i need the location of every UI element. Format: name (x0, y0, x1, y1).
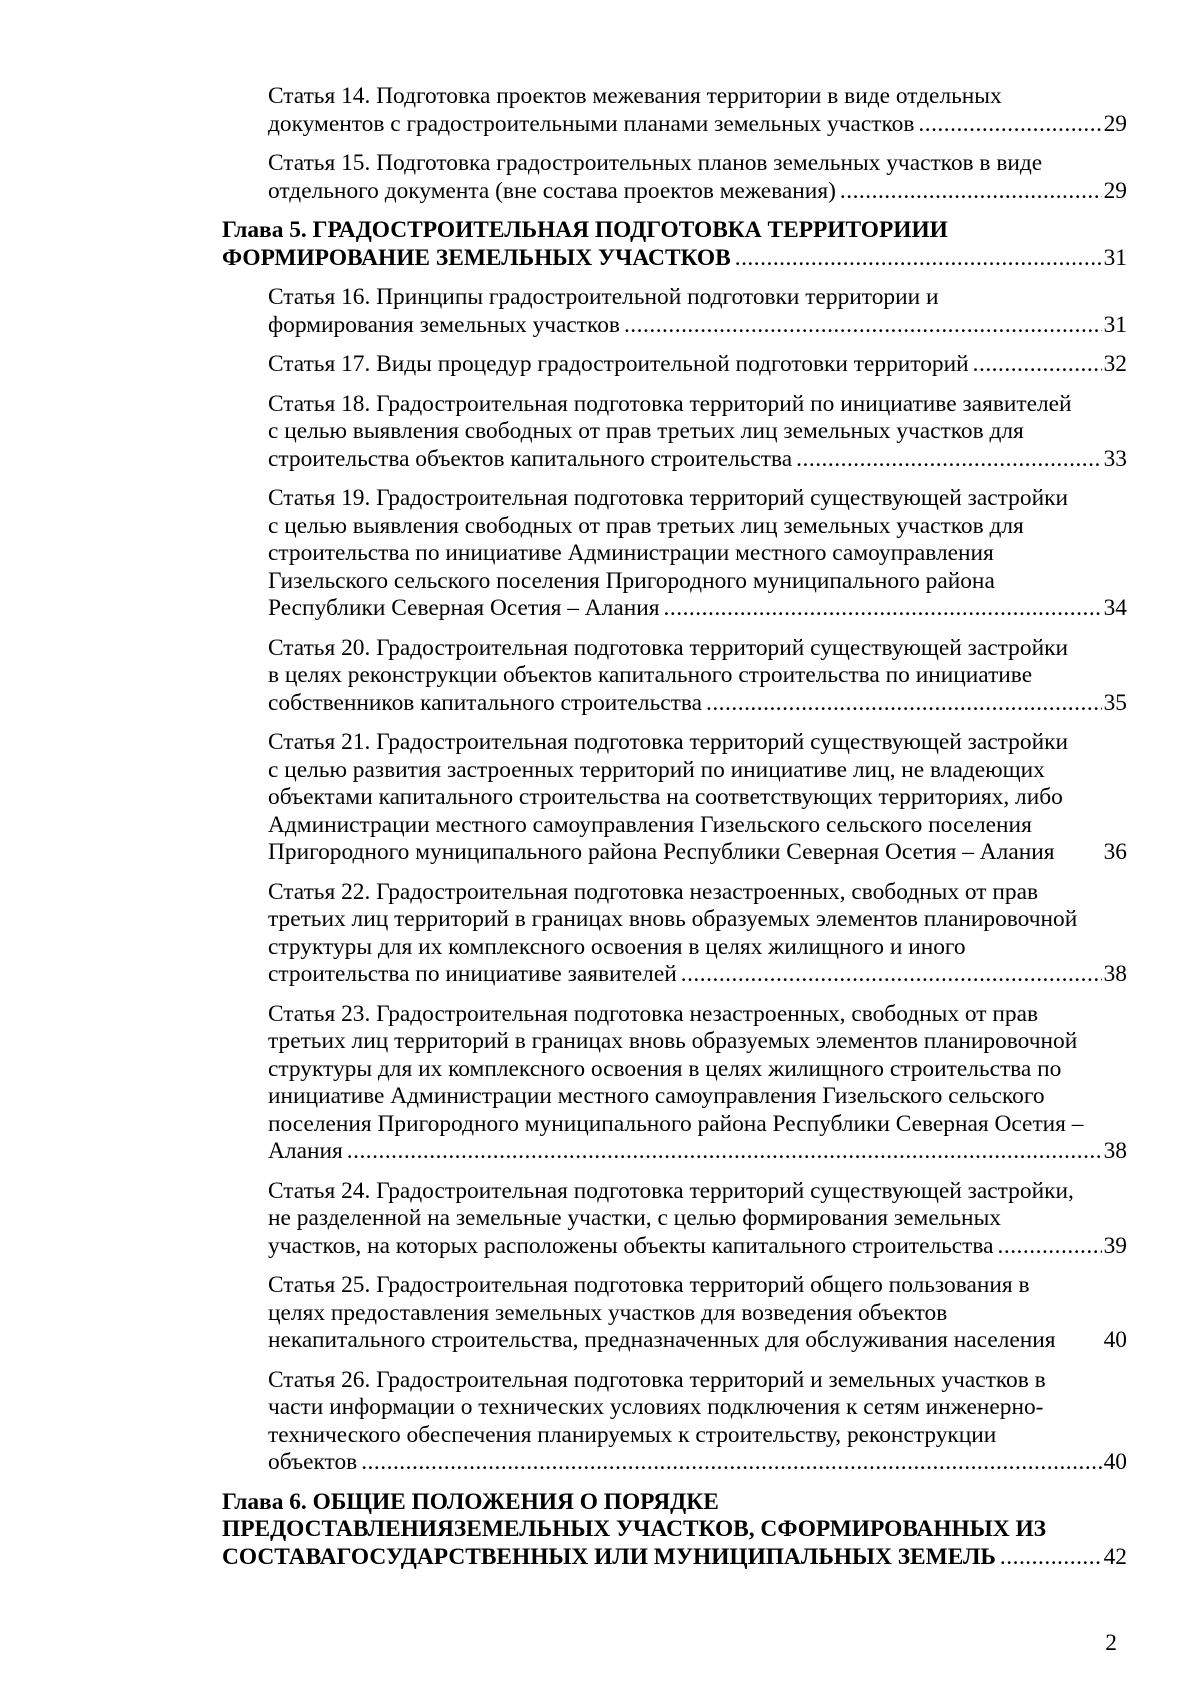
toc-article-entry[interactable] (268, 879, 1127, 989)
toc-entry-last-text: собственников капитального строительства (268, 689, 702, 716)
toc-page-ref[interactable]: 29 (1103, 110, 1127, 137)
toc-entry-line: Глава 5. ГРАДОСТРОИТЕЛЬНАЯ ПОДГОТОВКА ТЕРРИТОРИИИ (222, 217, 948, 243)
toc-entry-line: Статья 15. Подготовка градостроительных планов земельных участков в виде (268, 150, 1043, 176)
toc-entry-line: объектами капитального строительства на соответствующих территориях, либо (268, 784, 1063, 810)
toc-page-ref[interactable]: 33 (1103, 445, 1127, 472)
dot-leader (1000, 1544, 1102, 1572)
toc-entry-line: Администрации местного самоуправления Гизельского сельского поселения (268, 811, 1032, 838)
toc-page-ref[interactable]: 36 (1103, 839, 1127, 865)
toc-entry-line: Статья 26. Градостроительная подготовка территорий и земельных участков в (268, 1366, 1046, 1393)
dot-leader (361, 1449, 1101, 1477)
toc-article-entry[interactable] (268, 1367, 1127, 1477)
toc-entry-line: Статья 23. Градостроительная подготовка незастроенных, свободных от прав (268, 1000, 1038, 1027)
toc-entry-last-text: Пригородного муниципального района Республики Северная Осетия – Алания (268, 839, 1055, 865)
dot-leader (918, 111, 1101, 139)
toc-entry-line: с целью выявления свободных от прав третьих лиц земельных участков для (268, 512, 1024, 539)
toc-entry-last-text: отдельного документа (вне состава проектов межевания) (268, 177, 836, 204)
toc-entry-line: с целью выявления свободных от прав третьих лиц земельных участков для (268, 418, 1024, 444)
toc-entry-line: Статья 14. Подготовка проектов межевания территории в виде отдельных (268, 83, 1002, 109)
toc-entry-line: Статья 25. Градостроительная подготовка территорий общего пользования в (268, 1272, 1030, 1298)
toc-entry-line: поселения Пригородного муниципального района Республики Северная Осетия – (268, 1110, 1084, 1137)
toc-page-ref[interactable]: 29 (1103, 177, 1127, 204)
toc-entry-last-text: строительства по инициативе заявителей (268, 961, 677, 987)
toc-entry-last-text: СОСТАВАГОСУДАРСТВЕННЫХ ИЛИ МУНИЦИПАЛЬНЫХ ЗЕМЕЛЬ (222, 1543, 996, 1570)
toc-page-ref[interactable]: 42 (1103, 1543, 1127, 1570)
dot-leader (973, 351, 1102, 379)
toc-entry-last-line (268, 595, 1127, 623)
toc-page-ref[interactable]: 38 (1103, 961, 1127, 987)
toc-entry-last-line (268, 961, 1127, 989)
toc-entry-last-line (268, 351, 1127, 379)
toc-entry-last-text: Статья 17. Виды процедур градостроительной подготовки территорий (268, 351, 969, 377)
toc-entry-last-text: Республики Северная Осетия – Алания (268, 595, 660, 621)
toc-entry-last-line (268, 111, 1127, 139)
toc-entry-last-line (268, 1233, 1127, 1261)
toc-page-ref[interactable]: 39 (1103, 1232, 1127, 1259)
dot-leader (796, 446, 1101, 474)
toc-entry-last-line (268, 690, 1127, 718)
toc-entry-last-text: участков, на которых расположены объекты капитального строительства (268, 1232, 994, 1259)
toc-page-ref[interactable]: 31 (1103, 311, 1127, 338)
toc-entry-line: не разделенной на земельные участки, с целью формирования земельных (268, 1205, 1001, 1231)
toc-page-ref[interactable]: 38 (1103, 1138, 1127, 1164)
page-number: 2 (1105, 1630, 1117, 1656)
toc-entry-line: ПРЕДОСТАВЛЕНИЯЗЕМЕЛЬНЫХ УЧАСТКОВ, СФОРМИРОВАННЫХ ИЗ (222, 1516, 1047, 1542)
toc-entry-line: Гизельского сельского поселения Пригородного муниципального района (268, 567, 995, 594)
toc-article-entry[interactable] (268, 485, 1127, 623)
toc-chapter-entry[interactable] (222, 1489, 1127, 1572)
table-of-contents (222, 83, 1127, 1583)
toc-entry-line: Статья 18. Градостроительная подготовка территорий по инициативе заявителей (268, 390, 1072, 417)
toc-entry-line: целях предоставления земельных участков для возведения объектов (268, 1299, 948, 1326)
dot-leader (624, 312, 1102, 340)
dot-leader (735, 245, 1102, 273)
toc-article-entry[interactable] (268, 150, 1127, 205)
toc-page-ref[interactable]: 31 (1103, 244, 1127, 271)
toc-entry-line: структуры для их комплексного освоения в целях жилищного и иного (268, 933, 966, 960)
toc-entry-last-line (268, 312, 1127, 340)
toc-entry-last-line (268, 1138, 1127, 1166)
toc-article-entry[interactable] (268, 1001, 1127, 1166)
toc-article-entry[interactable] (268, 729, 1127, 867)
toc-entry-line: инициативе Администрации местного самоуправления Гизельского сельского (268, 1083, 1045, 1109)
toc-article-entry[interactable] (268, 351, 1127, 379)
toc-entry-line: третьих лиц территорий в границах вновь образуемых элементов планировочной (268, 1028, 1078, 1054)
toc-entry-last-text: ФОРМИРОВАНИЕ ЗЕМЕЛЬНЫХ УЧАСТКОВ (222, 244, 731, 271)
dot-leader (840, 178, 1102, 206)
dot-leader (347, 1138, 1102, 1166)
toc-entry-line: третьих лиц территорий в границах вновь образуемых элементов планировочной (268, 906, 1078, 932)
toc-entry-last-line (268, 1327, 1127, 1355)
toc-entry-line: Статья 21. Градостроительная подготовка территорий существующей застройки (268, 729, 1068, 755)
toc-entry-line: Статья 24. Градостроительная подготовка территорий существующей застройки, (268, 1177, 1074, 1204)
toc-entry-line: структуры для их комплексного освоения в целях жилищного строительства по (268, 1055, 1062, 1082)
toc-article-entry[interactable] (268, 1178, 1127, 1261)
toc-chapter-entry[interactable] (222, 217, 1127, 272)
toc-entry-last-line (222, 245, 1127, 273)
toc-entry-last-line (268, 839, 1127, 867)
toc-article-entry[interactable] (268, 635, 1127, 718)
toc-page-ref[interactable]: 32 (1103, 351, 1127, 377)
toc-entry-line: в целях реконструкции объектов капитального строительства по инициативе (268, 662, 1033, 688)
dot-leader (706, 690, 1102, 718)
toc-entry-line: части информации о технических условиях подключения к сетям инженерно- (268, 1394, 1044, 1420)
dot-leader (998, 1233, 1102, 1261)
toc-entry-last-line (268, 446, 1127, 474)
toc-entry-line: технического обеспечения планируемых к строительству, реконструкции (268, 1421, 997, 1448)
toc-entry-line: строительства по инициативе Администрации местного самоуправления (268, 540, 994, 566)
dot-leader (664, 595, 1102, 623)
toc-entry-last-text: объектов (268, 1449, 358, 1475)
toc-entry-line: Статья 19. Градостроительная подготовка территорий существующей застройки (268, 485, 1068, 511)
toc-page-ref[interactable]: 35 (1103, 689, 1127, 716)
toc-article-entry[interactable] (268, 391, 1127, 474)
toc-entry-last-line (268, 178, 1127, 206)
toc-entry-line: Статья 20. Градостроительная подготовка территорий существующей застройки (268, 634, 1068, 661)
toc-article-entry[interactable] (268, 83, 1127, 138)
toc-entry-last-text: строительства объектов капитального строительства (268, 445, 793, 472)
toc-entry-line: Статья 22. Градостроительная подготовка незастроенных, свободных от прав (268, 878, 1038, 905)
toc-entry-line: с целью развития застроенных территорий по инициативе лиц, не владеющих (268, 756, 1045, 783)
toc-page-ref[interactable]: 40 (1103, 1327, 1127, 1353)
toc-entry-last-text: документов с градостроительными планами земельных участков (268, 110, 915, 137)
toc-entry-last-line (222, 1544, 1127, 1572)
toc-article-entry[interactable] (268, 1272, 1127, 1355)
toc-article-entry[interactable] (268, 284, 1127, 339)
toc-entry-last-text: некапитального строительства, предназначенных для обслуживания населения (268, 1327, 1056, 1353)
toc-entry-line: Глава 6. ОБЩИЕ ПОЛОЖЕНИЯ О ПОРЯДКЕ (222, 1488, 719, 1515)
toc-entry-last-text: формирования земельных участков (268, 311, 620, 338)
toc-entry-last-line (268, 1449, 1127, 1477)
toc-entry-last-text: Алания (268, 1138, 343, 1164)
toc-page-ref[interactable]: 34 (1103, 595, 1127, 621)
dot-leader (681, 961, 1102, 989)
toc-entry-line: Статья 16. Принципы градостроительной подготовки территории и (268, 284, 939, 310)
toc-page-ref[interactable]: 40 (1103, 1449, 1127, 1475)
